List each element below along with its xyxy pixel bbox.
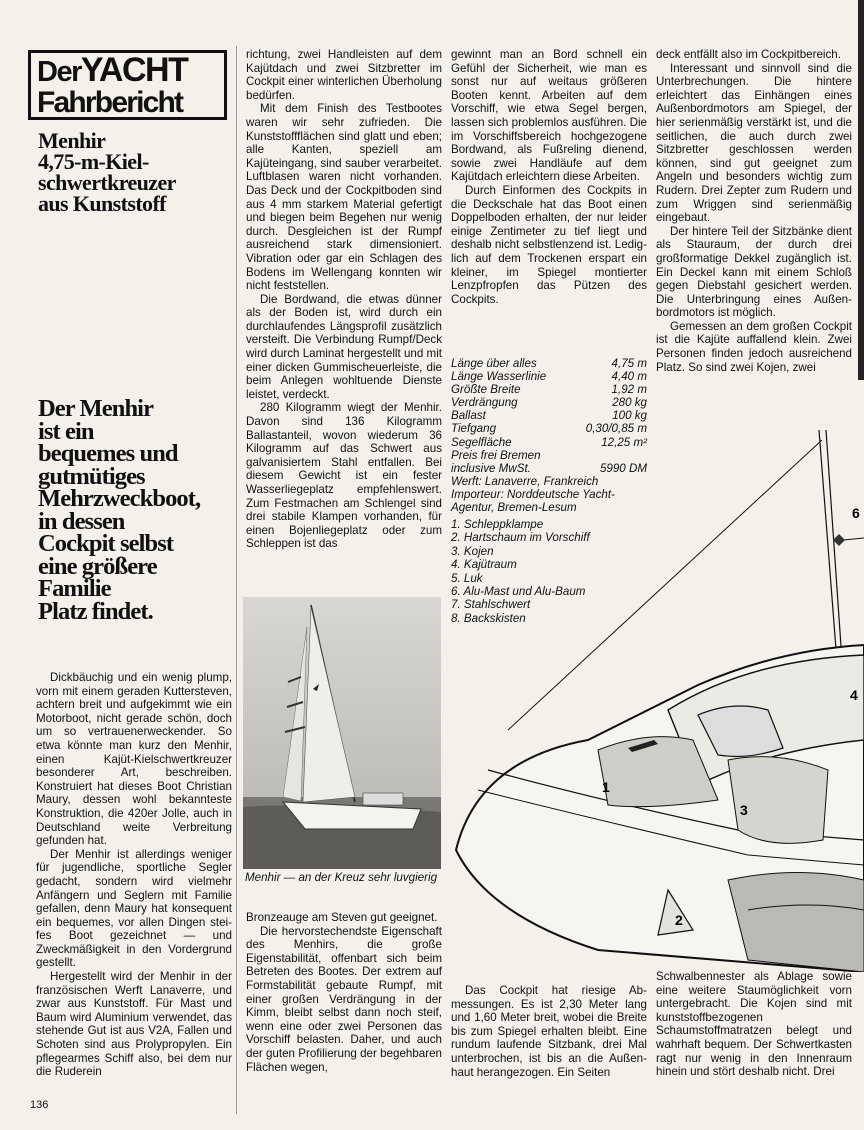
pull-quote-line: Mehrzweckboot, [38,485,201,512]
spec-value: 5990 DM [599,461,647,475]
paragraph: Hergestellt wird der Menhir in der französischen Werft Lanaverre, und zwar aus Kunststoff. Für Mast und Baum wird Aluminium verwendet, das stehende Gut ist aus V2A, Fallen und Schoten sind aus Prolypropylen. Ein pflegearmes Schiff also, bei dem nur die Ruderein [36,970,232,1079]
legend-item: 3. Kojen [451,544,494,558]
paragraph: Dickbäuchig und ein wenig plump, vorn mit einem geraden Kuttersteven, achtern breit und aufgekimmt wie ein Motorboot, nicht gerade schön, doch um so vertrauenerweckender. So etwa könnte man kurz den Menhir, einen Kajüt-Kielschwertkreuzer besonderer Art, beschreiben. Konstruiert hat dieses Boot Christian Maury, dessen wohl bekannteste Konstruktion, die 420er Jolle, auch in Deutschland weite Verbreitung gefunden hat. [36,671,232,848]
sailboat-photo-illustration [243,597,441,869]
spec-value: 4,40 m [611,370,647,384]
spec-label: Größte Breite [451,383,521,397]
spec-note: Werft: Lanaverre, Frankreich [451,474,599,488]
spec-label: Segelfläche [451,435,512,449]
column-divider [236,46,237,1114]
paragraph: 280 Kilogramm wiegt der Menhir. Davon sind 136 Kilogramm Ballastanteil, wovon wiederum 36 Kilogramm auf das Schwert aus galvanisiertem Stahl entfallen. Bei diesem Gewicht ist ein fester Wasserliegeplatz empfehlenswert. Zum Festmachen am Schlengel sind drei stabile Klampen vorhanden, für einen Bojenliegeplatz oder zum Schleppen ist das [246,401,442,551]
paragraph: Die Bordwand, die etwas dünner als der Boden ist, wird durch ein durchlaufendes Längsprofil zusätzlich versteift. Die Verbindung Rumpf/Deck wird durch Laminat hergestellt und mit einer dicken Gummischeuerleiste, die beim Anlegen wohltuende Dienste leistet, verdeckt. [246,292,442,401]
drawing-label-1: 1 [602,779,610,795]
spec-value: 0,30/0,85 m [585,422,647,436]
spec-label: Preis frei Bremen [451,448,541,462]
drawing-label-6: 6 [852,505,860,521]
legend-item: 6. Alu-Mast und Alu-Baum [451,585,586,599]
spec-row [451,396,647,409]
spec-label: inclusive MwSt. [451,461,531,475]
spec-value: 4,75 m [611,357,647,370]
paragraph: Durch Einformen des Cockpits in die Deckschale hat das Boot einen Doppelboden erhalten, der nur leider einige Zentimeter zu tief liegt und deshalb nicht selbstlenzend ist. Lediglich auf dem Trockenen erspart ein kleiner, im Spiegel montierter Lenzpfropfen das Pützen des Cockpits. [451,183,647,306]
spec-label: Länge über alles [451,357,537,370]
page-edge [858,0,864,380]
masthead-der: Der [37,56,81,88]
paragraph: deck entfällt also im Cockpitbereich. [656,48,841,61]
paragraph: Der Menhir ist allerdings weniger für jugendliche, sportliche Segler gedacht, sondern wird vielmehr Anfängern und Seglern mit Familie gefallen, denn Maury hat konsequent ein bequemes, vor allen Dingen steifes Boot gezeichnet — und Zweckmäßigkeit in den Vordergrund gestellt. [36,847,232,970]
spec-value: 280 kg [612,396,647,410]
column-3-text [451,48,647,306]
column-1-text [36,671,232,1079]
pull-quote-line: in dessen [38,507,125,535]
boat-photo [243,597,441,869]
spec-label: Verdrängung [451,396,518,410]
spec-label: Tiefgang [451,422,497,436]
legend-item: 8. Backskisten [451,611,526,625]
headline-line: schwertkreuzer [38,170,176,195]
legend-item: 5. Luk [451,571,483,585]
spec-label: Ballast [451,409,486,423]
spec-label: Länge Wasserlinie [451,370,547,384]
paragraph: richtung, zwei Handleisten auf dem Kajütdach und zwei Sitzbretter im Cockpit einer winterlichen Überholung bedürfen. [246,48,442,102]
spec-value: 1,92 m [611,383,647,397]
paragraph: Mit dem Finish des Testbootes waren wir sehr zufrieden. Die Kunststoffflächen sind glatt und eben; alle Kanten, speziell am Kajüteingang, sind sauber verarbeitet. Luftblasen waren nicht vorhanden. Das Deck und der Cockpitboden sind aus 4 mm starkem Material gefertigt und biegen beim Begehen nur wenig durch. Desgleichen ist der Rumpf ausreichend stark dimensioniert. Vibration oder gar ein Schlagen des Bodens im Wellengang konnten wir nicht feststellen. [246,102,442,293]
legend-item: 1. Schleppklampe [451,518,544,531]
paragraph: gewinnt man an Bord schnell ein Gefühl der Sicherheit, wie man es sonst nur auf weitaus größeren Booten kennt. Arbeiten auf dem Vorschiff, wie etwa Segel bergen, lassen sich problemlos ausführen. Die im Vorschiffsbereich hochgezogene Bordwand, als Fußreling dienend, sowie zwei Handläufe auf dem Kajütdach erleichtern diese Arbeiten. [451,48,647,184]
headline-line: aus Kunststoff [38,191,166,216]
spec-note: Agentur, Bremen-Lesum [451,501,577,515]
column-3-bottom-text [451,984,647,1079]
masthead [28,50,227,120]
pull-quote-line: Platz findet. [38,597,153,625]
paragraph: Interessant und sinnvoll sind die Unterbrechungen. Die hintere erleichtert das Einhängen eines Außenbordmotors am Spiegel, der hier serienmäßig verstärkt ist, und die seitlichen, die auch durch zwei Sitzbretter geschlossen werden können, sind gut geeignet zum Angeln und besonders wichtig zum Rudern. Drei Zepter zum Rudern und zum Wriggen sind serienmäßig eingebaut. [656,61,852,225]
photo-caption: Menhir — an der Kreuz sehr luvgierig [245,871,438,884]
spec-row [451,370,647,383]
paragraph: Schwalbennester als Ablage sowie eine weitere Staumöglichkeit vorn untergebracht. Die Kojen sind mit kunststoffbezogenen Schaumstoffmatratzen belegt und wahrhaft bequem. Der Schwertkasten ragt nur wenig in den Innenraum hinein und stört deshalb nicht. Drei [656,970,852,1079]
pull-quote-line: ist ein [38,417,94,445]
legend-item: 4. Kajütraum [451,558,517,572]
pull-quote-line: eine größere [38,552,157,580]
pull-quote-line: Familie [38,575,111,602]
pull-quote-line: bequemes und [38,440,178,467]
drawing-label-4: 4 [850,687,858,703]
drawing-legend [451,518,651,625]
paragraph: Der hintere Teil der Sitzbänke dient als Stauraum, der durch drei großformatige Dekkel zugänglich ist. Ein Deckel kann mit einem Schloß gegen Diebstahl gesichert werden. Die Unterbringung eines Außenbordmotors ist möglich. [656,224,852,320]
spec-row [451,357,647,370]
headline-line: Menhir [38,128,106,153]
legend-item: 7. Stahlschwert [451,598,531,612]
paragraph: Gemessen an dem großen Cockpit ist die Kajüte auffallend klein. Zwei Personen finden jedoch ausreichend Platz. So sind zwei Kojen, zwei [656,319,852,374]
masthead-fahrbericht: Fahrbericht [37,86,183,119]
paragraph: Die hervorstechendste Eigenschaft des Menhirs, die große Eigenstabilität, offenbart sich beim Betreten des Bootes. Der extrem auf Formstabilität gebaute Rumpf, mit einer großen Verdrängung in der Kimm, bleibt selbst dann noch steif, wenn eine oder zwei Personen das Vorschiff belasten. Daher, und auch der guten Profilierung der begehbaren Flächen wegen, [246,924,442,1074]
column-2-bottom-text [246,911,442,1074]
column-4-text [656,48,852,374]
page-number: 136 [30,1099,49,1111]
headline-line: 4,75-m-Kiel- [38,149,149,174]
spec-value: 100 kg [612,409,647,423]
pull-quote-line: Der Menhir [38,395,154,422]
masthead-yacht: YACHT [80,51,188,89]
spec-row [451,383,647,396]
headline [38,130,228,214]
drawing-label-2: 2 [675,912,683,928]
pull-quote-line: gutmütiges [38,462,145,490]
paragraph: Das Cockpit hat riesige Abmessungen. Es ist 2,30 Meter lang und 1,60 Meter breit, wobei die Breite bis zum Spiegel erhalten bleibt. Eine rundum laufende Sitzbank, drei Mal unterbrochen, ist bis an die Außenhaut herangezogen. Ein Seiten [451,984,647,1079]
drawing-label-3: 3 [740,802,748,818]
column-2-text [246,48,442,551]
column-4-bottom-text [656,970,852,1079]
pull-quote [38,395,233,625]
legend-item: 2. Hartschaum im Vorschiff [451,531,590,545]
spec-note: Importeur: Norddeutsche Yacht- [451,487,615,501]
pull-quote-line: Cockpit selbst [38,530,174,557]
boat-cutaway-drawing [448,410,864,972]
spec-value: 12,25 m² [601,435,647,449]
paragraph: Bronzeauge am Steven gut geeignet. [246,911,438,924]
